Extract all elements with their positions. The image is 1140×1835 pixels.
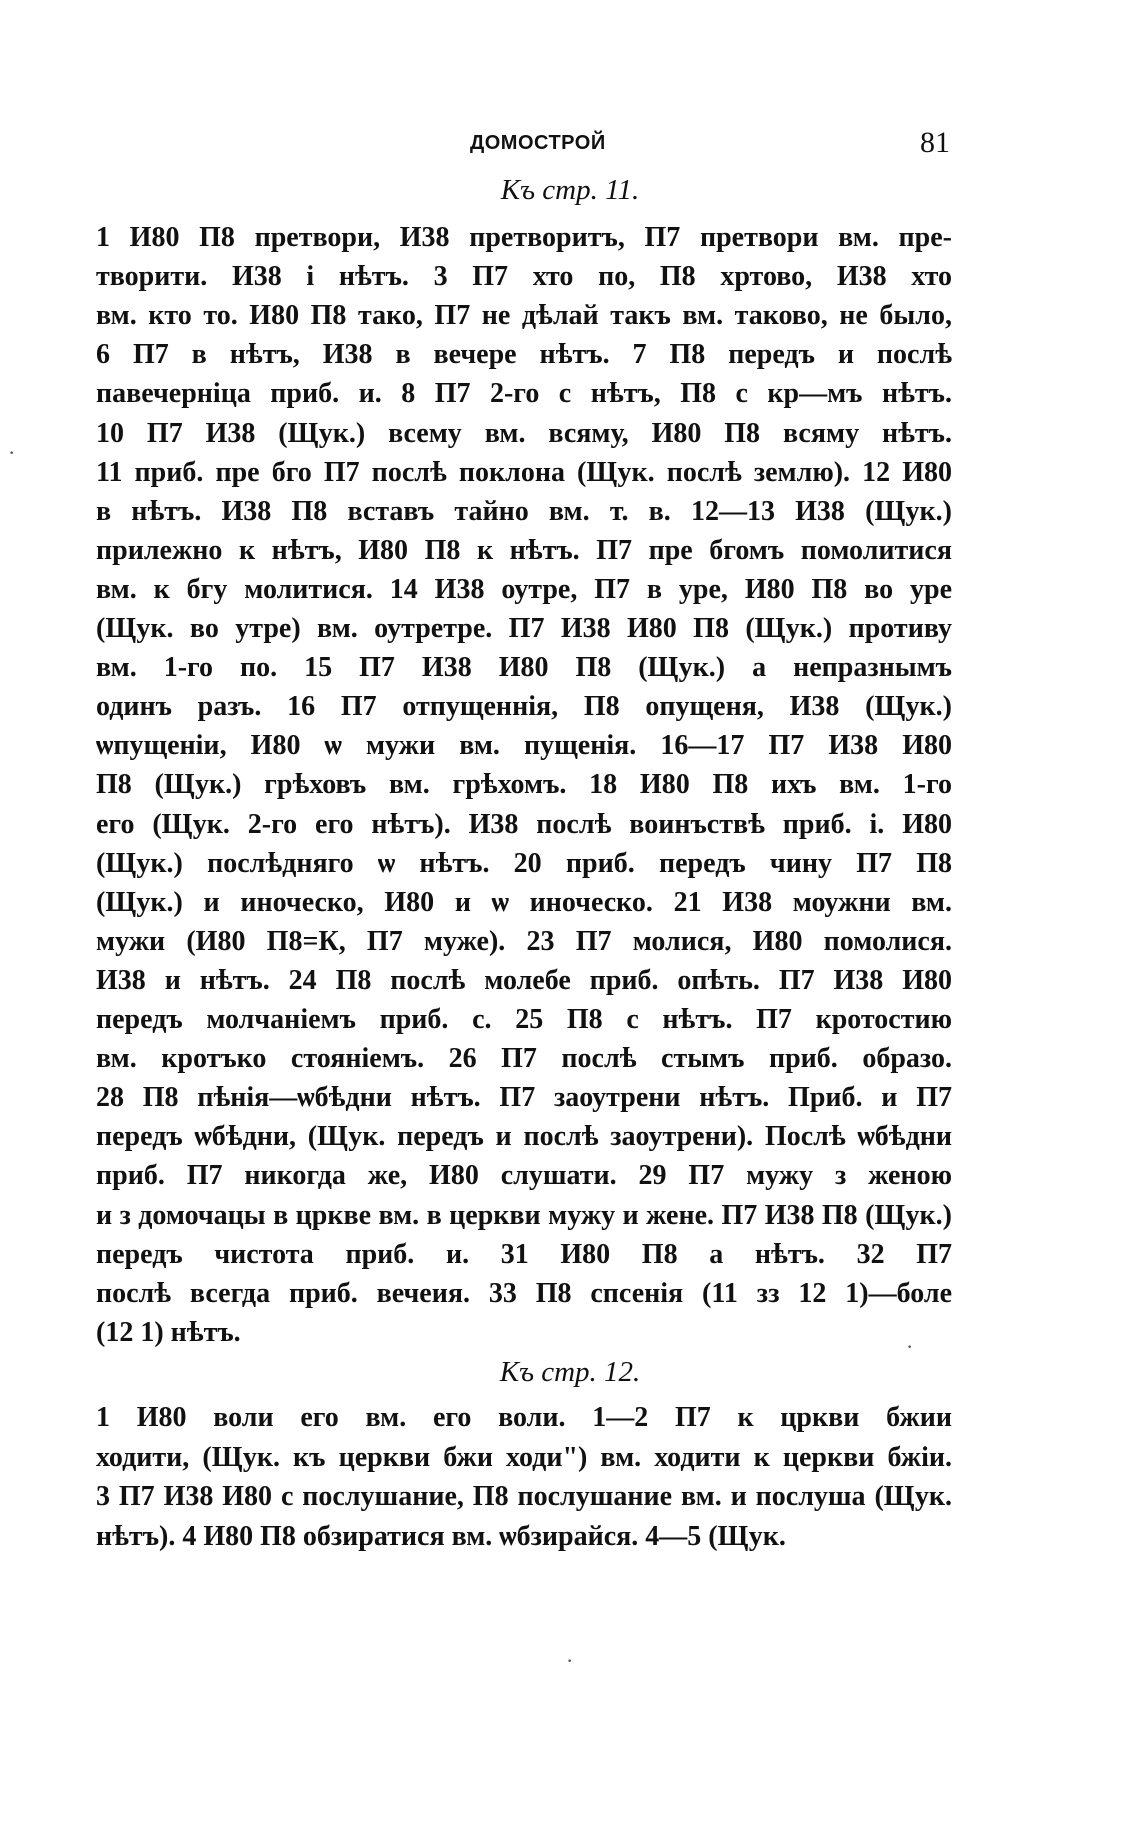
- margin-speck: ·: [906, 1334, 914, 1359]
- margin-speck: ·: [566, 1648, 574, 1673]
- page-number: 81: [920, 126, 950, 159]
- text-line: 10 П7 И38 (Щук.) всему вм. всяму, И80 П8 всяму нѣтъ.: [96, 417, 952, 449]
- running-header-title: ДОМОСТРОЙ: [470, 132, 606, 154]
- text-line: передъ молчаніемъ приб. с. 25 П8 с нѣтъ. П7 кротостию: [96, 1004, 952, 1035]
- text-line: передъ чистота приб. и. 31 И80 П8 а нѣтъ. 32 П7: [96, 1238, 952, 1270]
- text-line: одинъ разъ. 16 П7 отпущеннія, П8 опущеня, И38 (Щук.): [96, 691, 952, 723]
- text-line: 1 И80 воли его вм. его воли. 1—2 П7 к цркви бжии: [96, 1402, 952, 1433]
- text-line: И38 и нѣтъ. 24 П8 послѣ молебе приб. опѣть. П7 И38 И80: [96, 964, 952, 996]
- text-line: прилежно к нѣтъ, И80 П8 к нѣтъ. П7 пре бгомъ помолитися: [96, 534, 952, 566]
- text-line: приб. П7 никогда же, И80 слушати. 29 П7 мужу з женою: [96, 1160, 952, 1192]
- text-line: П8 (Щук.) грѣховъ вм. грѣхомъ. 18 И80 П8 ихъ вм. 1-го: [96, 769, 952, 801]
- text-line: (Щук.) послѣдняго ѡ нѣтъ. 20 приб. передъ чину П7 П8: [96, 847, 952, 879]
- margin-speck: ·: [8, 440, 16, 465]
- text-line: 11 приб. пре бго П7 послѣ поклона (Щук. послѣ землю). 12 И80: [96, 456, 952, 488]
- text-line: 1 И80 П8 претвори, И38 претворитъ, П7 претвори вм. пре-: [96, 222, 952, 253]
- text-line: его (Щук. 2-го его нѣтъ). И38 послѣ воинъствѣ приб. і. И80: [96, 808, 952, 840]
- text-line: (12 1) нѣтъ.: [96, 1316, 241, 1348]
- text-line: вм. к бгу молитися. 14 И38 оутре, П7 в уре, И80 П8 во уре: [96, 573, 952, 605]
- text-line: (Щук. во утре) вм. оутретре. П7 И38 И80 П8 (Щук.) противу: [96, 613, 952, 644]
- text-line: послѣ всегда приб. вечеия. 33 П8 спсенія (11 зз 12 1)—боле: [96, 1277, 952, 1309]
- text-line: павечерніца приб. и. 8 П7 2-го с нѣтъ, П8 с кр—мъ нѣтъ.: [96, 378, 952, 410]
- text-line: (Щук.) и иноческо, И80 и ѡ иноческо. 21 И38 моужни вм.: [96, 886, 952, 918]
- text-line: нѣтъ). 4 И80 П8 обзиратися вм. ѡбзирайся. 4—5 (Щук.: [96, 1520, 786, 1552]
- text-line: передъ ѡбѣдни, (Щук. передъ и послѣ заоутрени). Послѣ ѡбѣдни: [96, 1121, 952, 1153]
- text-line: ѡпущеніи, И80 ѡ мужи вм. пущенія. 16—17 П7 И38 И80: [96, 730, 952, 762]
- text-line: 3 П7 И38 И80 с послушание, П8 послушание вм. и послуша (Щук.: [96, 1481, 952, 1513]
- text-line: вм. кто то. И80 П8 тако, П7 не дѣлай такъ вм. таково, не было,: [96, 300, 952, 332]
- text-line: в нѣтъ. И38 П8 вставъ тайно вм. т. в. 12—13 И38 (Щук.): [96, 495, 952, 527]
- text-line: вм. кротъко стояніемъ. 26 П7 послѣ стымъ приб. образо.: [96, 1043, 952, 1075]
- text-line: мужи (И80 П8=К, П7 муже). 23 П7 молися, И80 помолися.: [96, 925, 952, 957]
- section-heading: Къ стр. 11.: [500, 174, 640, 206]
- text-line: вм. 1-го по. 15 П7 И38 И80 П8 (Щук.) а непразнымъ: [96, 652, 952, 684]
- text-line: творити. И38 і нѣтъ. 3 П7 хто по, П8 хртово, И38 хто: [96, 261, 952, 293]
- text-line: 6 П7 в нѣтъ, И38 в вечере нѣтъ. 7 П8 передъ и послѣ: [96, 339, 952, 371]
- section-heading: Къ стр. 12.: [499, 1356, 641, 1388]
- text-line: и з домочацы в цркве вм. в церкви мужу и жене. П7 И38 П8 (Щук.): [96, 1199, 952, 1231]
- text-line: 28 П8 пѣнія—ѡбѣдни нѣтъ. П7 заоутрени нѣтъ. Приб. и П7: [96, 1082, 952, 1114]
- text-line: ходити, (Щук. къ церкви бжи ходи") вм. ходити к церкви бжіи.: [96, 1441, 952, 1473]
